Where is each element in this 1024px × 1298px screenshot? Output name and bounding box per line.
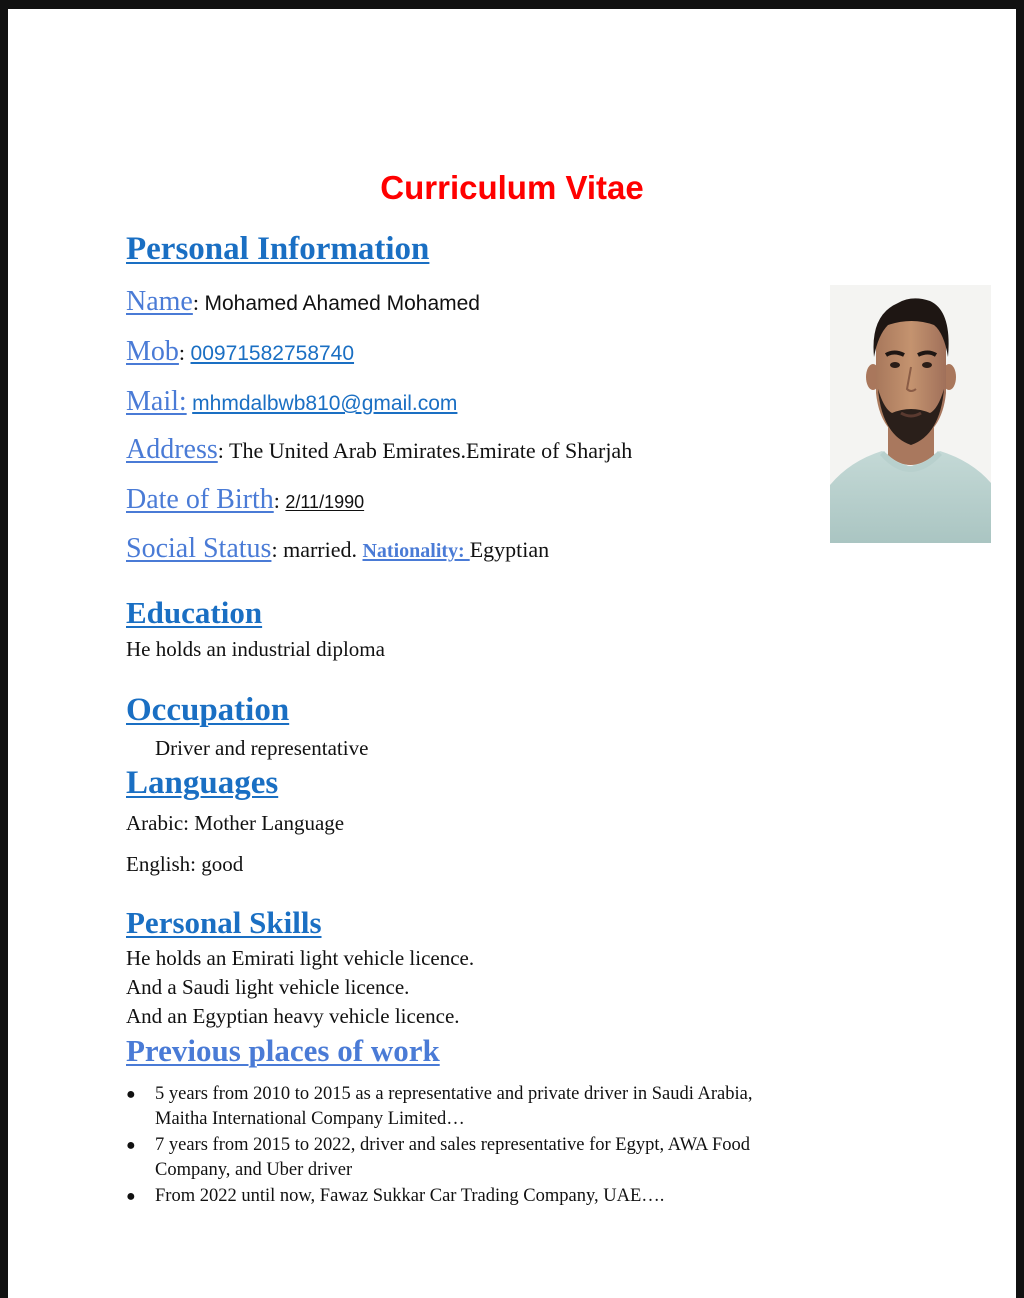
work-line: Maitha International Company Limited…: [155, 1109, 465, 1129]
language-item: English: good: [126, 852, 244, 876]
personal-information-heading: Personal Information: [126, 231, 430, 267]
address-value: The United Arab Emirates.Emirate of Sharjah: [229, 438, 633, 463]
languages-heading: Languages: [126, 765, 279, 801]
portrait-illustration: [830, 285, 991, 543]
previous-work-list: [126, 1082, 826, 1210]
portrait-photo: [830, 285, 991, 543]
name-value: Mohamed Ahamed Mohamed: [204, 292, 480, 315]
dob-value: 2/11/1990: [285, 492, 365, 512]
social-status-row: Social Status: married. Nationality: Egyptian: [126, 533, 550, 564]
list-item: [126, 1082, 826, 1132]
mail-row: [126, 386, 457, 418]
list-item: [126, 1133, 826, 1183]
nationality-label: Nationality:: [362, 540, 470, 562]
bullet-icon: ●: [126, 1086, 136, 1103]
mail-label: Mail:: [126, 386, 187, 417]
dob-row: Date of Birth: 2/11/1990: [126, 484, 365, 515]
mobile-link[interactable]: 00971582758740: [190, 342, 355, 365]
education-text: He holds an industrial diploma: [126, 637, 385, 661]
skill-item: And a Saudi light vehicle licence.: [126, 975, 410, 999]
education-heading: Education: [126, 595, 263, 630]
mobile-label: Mob: [126, 336, 179, 367]
list-item: [126, 1184, 826, 1209]
document-title-text: Curriculum Vitae: [380, 169, 644, 206]
work-line: 5 years from 2010 to 2015 as a representative and private driver in Saudi Arabia,: [155, 1084, 753, 1104]
previous-work-heading: Previous places of work: [126, 1033, 440, 1068]
bullet-icon: ●: [126, 1188, 136, 1205]
occupation-heading: Occupation: [126, 692, 290, 728]
work-line: From 2022 until now, Fawaz Sukkar Car Trading Company, UAE….: [155, 1186, 665, 1206]
language-item: Arabic: Mother Language: [126, 811, 345, 835]
cv-page: [8, 9, 1016, 1298]
document-title: [8, 169, 1016, 207]
nationality-value: Egyptian: [469, 537, 550, 562]
occupation-text: Driver and representative: [155, 736, 369, 760]
dob-label: Date of Birth: [126, 484, 274, 515]
social-status-value: married.: [283, 537, 357, 562]
skill-item: And an Egyptian heavy vehicle licence.: [126, 1004, 460, 1028]
work-line: 7 years from 2015 to 2022, driver and sales representative for Egypt, AWA Food: [155, 1135, 751, 1155]
social-status-label: Social Status: [126, 533, 272, 564]
address-row: Address: The United Arab Emirates.Emirate of Sharjah: [126, 434, 633, 465]
name-row: Name: Mohamed Ahamed Mohamed: [126, 286, 480, 317]
address-label: Address: [126, 434, 218, 465]
personal-skills-heading: Personal Skills: [126, 905, 322, 940]
bullet-icon: ●: [126, 1137, 136, 1154]
name-label: Name: [126, 286, 193, 317]
mobile-row: Mob: 00971582758740: [126, 336, 355, 367]
mail-link[interactable]: mhmdalbwb810@gmail.com: [192, 392, 458, 415]
skill-item: He holds an Emirati light vehicle licence.: [126, 946, 475, 970]
work-line: Company, and Uber driver: [155, 1160, 353, 1180]
